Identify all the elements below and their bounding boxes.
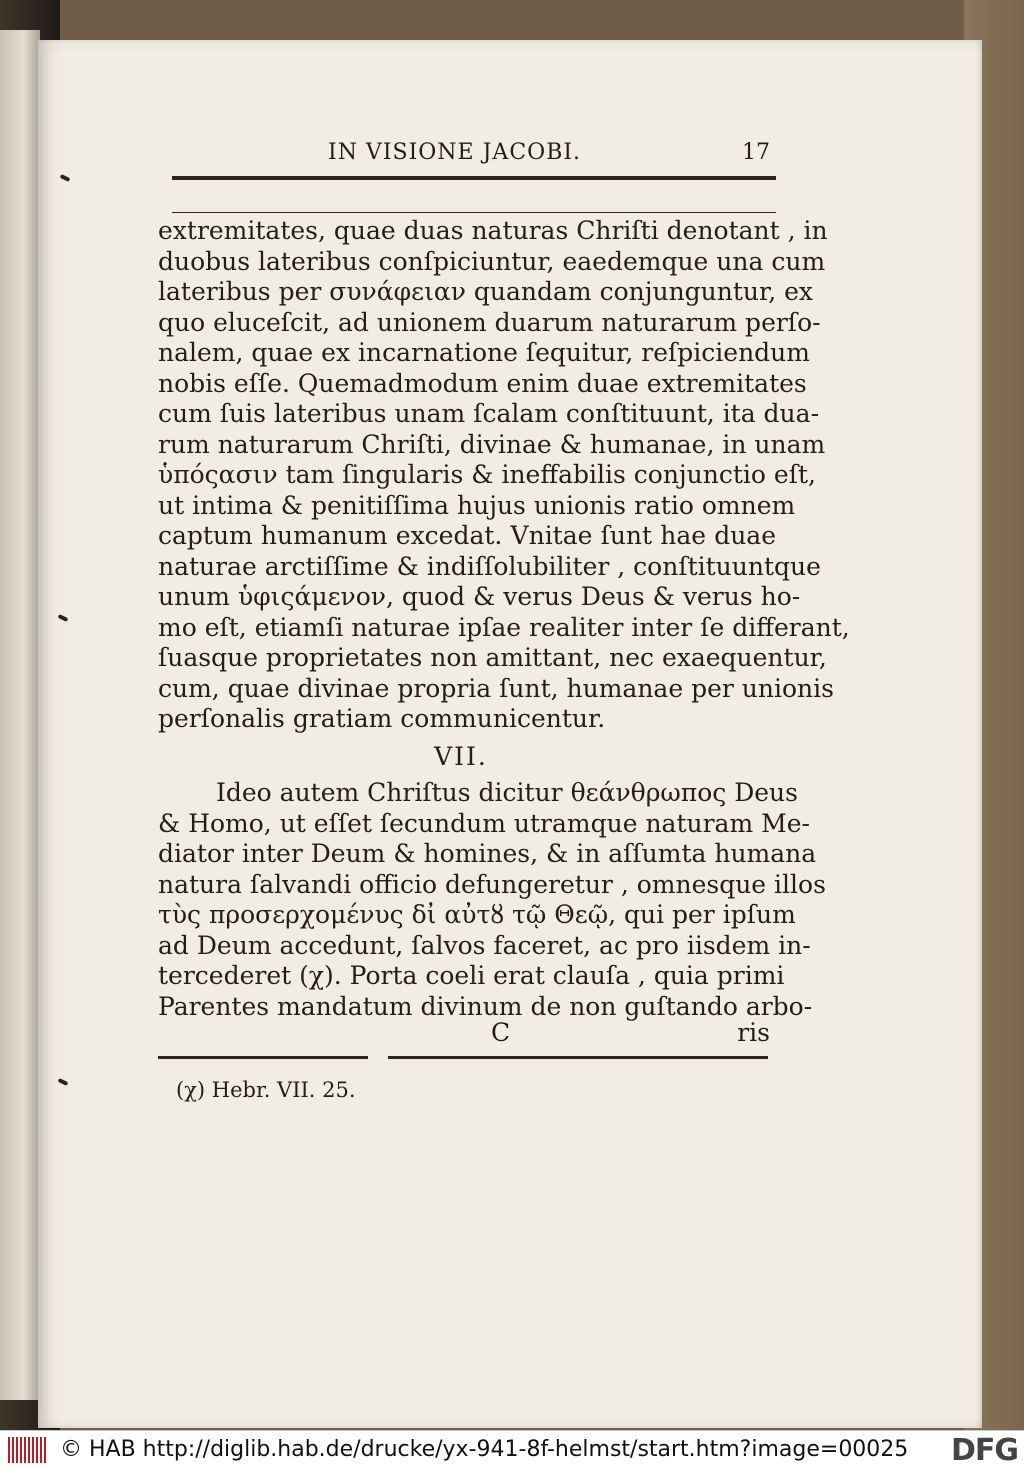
text-line: extremitates, quae duas naturas Chriſti denotant , in [158,216,828,245]
text-line: ut intima & penitiſſima hujus unionis ratio omnem [158,490,796,520]
text-line: natura ſalvandi officio defungeretur , omnesque illos [158,869,826,899]
text-line: quo eluceſcit, ad unionem duarum naturarum perſo- [158,307,821,337]
footnote-rule-right [388,1056,768,1059]
text-line: ſuasque proprietates non amittant, nec exaequentur, [158,643,827,672]
dfg-logo: DFG [950,1433,1018,1468]
margin-mark [58,614,69,622]
running-head-title: IN VISIONE JACOBI. [328,140,582,165]
text-line: ὑπόςασιν tam ſingularis & ineffabilis conjunctio eſt, [158,460,816,489]
text-line: unum ὑφιςάμενον, quod & verus Deus & verus ho- [158,582,801,611]
signature-line [158,1018,770,1048]
catchword: ris [737,1018,770,1047]
flyleaf-edge [0,30,40,1400]
section-number: VII. [434,742,488,771]
text-line: & Homo, ut eſſet ſecundum utramque naturam Me- [158,808,810,838]
page-number: 17 [742,140,770,165]
text-line: cum, quae divinae propria ſunt, humanae per unionis [158,673,834,703]
text-line: rum naturarum Chriſti, divinae & humanae, in unam [158,429,826,459]
body-text [158,216,850,735]
text-line: cum ſuis lateribus unam ſcalam conſtituunt, ita dua- [158,399,820,428]
signature-mark: C [491,1018,511,1047]
text-line: nalem, quae ex incarnatione ſequitur, reſpiciendum [158,338,810,367]
text-line: perſonalis gratiam communicentur. [158,704,606,733]
margin-mark [58,1078,69,1086]
text-line: duobus lateribus conſpiciuntur, eaedemque una cum [158,246,826,276]
text-line: naturae arctiſſime & indiſſolubiliter , conſtituuntque [158,551,821,581]
text-line: Parentes mandatum divinum de non guſtando arbo- [158,991,813,1021]
copyright-url[interactable]: © HAB http://diglib.hab.de/drucke/yx-941-8f-helmst/start.htm?image=00025 [60,1437,909,1462]
viewer-footer [0,1430,1024,1468]
text-line: captum humanum excedat. Vnitae ſunt hae duae [158,521,776,550]
text-line: mo eſt, etiamſi naturae ipſae realiter inter ſe differant, [158,612,850,642]
text-line: ad Deum accedunt, ſalvos faceret, ac pro iisdem in- [158,930,811,960]
header-rule-bottom [172,212,776,213]
footnote: (χ) Hebr. VII. 25. [176,1078,356,1102]
header-rule-top [172,176,776,180]
running-head [130,140,770,170]
margin-mark [60,174,71,182]
hab-logo-icon [8,1437,48,1463]
text-line: diator inter Deum & homines, & in aſſumta humana [158,839,817,868]
text-line: lateribus per συνάφειαν quandam conjunguntur, ex [158,277,814,306]
text-line: τὺς προσερχομένυς δἰ αὐτȣ τῷ Θεῷ, qui per ipſum [158,900,796,929]
section-text [158,778,826,1022]
text-line: tercederet (χ). Porta coeli erat clauſa , quia primi [158,961,785,990]
text-line: Ideo autem Chriſtus dicitur θεάνθρωπος Deus [216,778,798,807]
footnote-rule-left [158,1056,368,1059]
text-line: nobis eſſe. Quemadmodum enim duae extremitates [158,368,807,398]
